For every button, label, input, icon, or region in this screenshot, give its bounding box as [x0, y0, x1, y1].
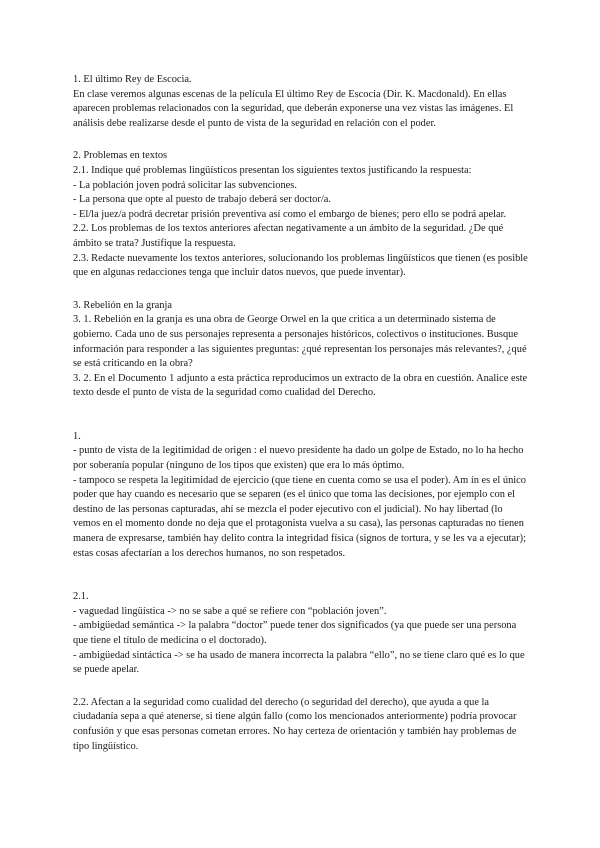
section-2-line-6: 2.3. Redacte nuevamente los textos anteriores, solucionando los problemas lingüísticos que tienen (es posible que en algunas redacciones tenga que incluir datos nuevos, que puede inventar). [73, 252, 528, 279]
section-1 [73, 73, 530, 131]
section-3-line-2: 3. 2. En el Documento 1 adjunto a esta práctica reproducimos un extracto de la obra en cuestión. Analice este texto desde el punto de vista de la seguridad como cualidad del Derecho. [73, 372, 528, 399]
answer-1-line-2: - tampoco se respeta la legitimidad de ejercicio (que tiene en cuenta como se usa el poder). Am ín es el único poder que hay cuando es necesario que se separen (es el único que toma las decisiones, por ejemplo con el destino de las personas capturadas, ahí se mezcla el poder ejecutivo con el judicial). No hay libertad (lo vemos en el momento donde no deja que el protagonista vuelva a su casa), las personas capturadas no tienen manera de expresarse, también hay delito contra la integridad física (signos de tortura, y se les va a ejecutar); estas cosas afectarían a los derechos humanos, no son respetados. [73, 474, 526, 559]
answer-1-line-1: - punto de vista de la legitimidad de origen : el nuevo presidente ha dado un golpe de Estado, no lo ha hecho por soberanía popular (ninguno de los tipos que existen) que era lo más óptimo. [73, 445, 524, 472]
answer-1 [73, 430, 530, 561]
section-2-line-2: - La población joven podrá solicitar las subvenciones. [73, 179, 297, 191]
section-3-line-1: 3. 1. Rebelión en la granja es una obra de George Orwel en la que critica a un determinado sistema de gobierno. Cada uno de sus personajes representa a personajes históricos, colectivos o instituciones. Busque información para responder a las siguientes preguntas: ¿qué representan los personajes más relevantes?, ¿qué se está criticando en la obra? [73, 314, 527, 370]
section-2-line-5: 2.2. Los problemas de los textos anteriores afectan negativamente a un ámbito de la seguridad. ¿De qué ámbito se trata? Justifique la respuesta. [73, 223, 504, 249]
section-2-line-4: - El/la juez/a podrá decretar prisión preventiva así como el embargo de bienes; pero ello se podrá apelar. [73, 208, 507, 220]
answer-2-2 [73, 696, 530, 754]
answer-2-1-title: 2.1. [73, 591, 89, 603]
section-1-title: 1. El último Rey de Escocia. [73, 74, 192, 85]
answer-1-title: 1. [73, 430, 81, 442]
section-3 [73, 299, 530, 401]
section-2-title: 2. Problemas en textos [73, 150, 168, 162]
answer-2-1-line-3: - ambigüedad sintáctica -> se ha usado de manera incorrecta la palabra “ello”, no se tiene claro qué es lo que se puede apelar. [73, 649, 525, 676]
answer-2-1-line-1: - vaguedad lingüística -> no se sabe a qué se refiere con “población joven”. [73, 605, 387, 617]
section-2-line-1: 2.1. Indique qué problemas lingüísticos presentan los siguientes textos justificando la respuesta: [73, 164, 472, 176]
answer-2-2-body: 2.2. Afectan a la seguridad como cualidad del derecho (o seguridad del derecho), que ayuda a que la ciudadanía sepa a qué atenerse, si tiene algún fallo (como los mencionados anteriormente) podría provocar confusión y que esas personas cometan errores. No hay certeza de orientación y también hay problemas de tipo lingüístico. [73, 696, 517, 752]
section-1-body: En clase veremos algunas escenas de la película El último Rey de Escocia (Dir. K. Macdonald). En ellas aparecen problemas relacionados con la seguridad, que deberán exponerse una vez vistas las imágenes. El análisis debe realizarse desde el punto de vista de la seguridad en relación con el poder. [73, 88, 514, 129]
section-2 [73, 149, 530, 280]
answer-2-1 [73, 590, 530, 678]
section-2-line-3: - La persona que opte al puesto de trabajo deberá ser doctor/a. [73, 194, 331, 206]
answer-2-1-line-2: - ambigüedad semántica -> la palabra “doctor” puede tener dos significados (ya que puede ser una persona que tiene el título de medicina o el doctorado). [73, 620, 517, 646]
section-3-title: 3. Rebelión en la granja [73, 299, 172, 311]
